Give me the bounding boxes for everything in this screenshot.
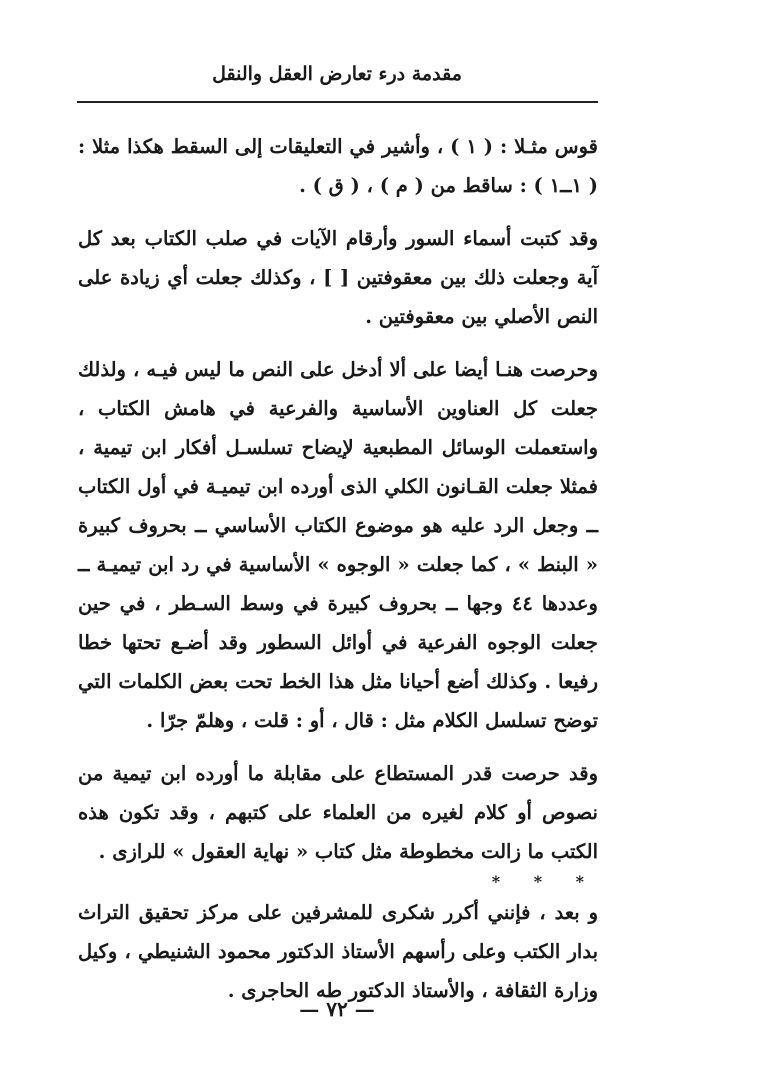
paragraph: قوس مثـلا : ( ١ ) ، وأشير في التعليقات إلى السقط هكذا مثلا : ( ١ــ١ ) : ساقط من ( م ) ، ( ق ) .	[78, 135, 598, 197]
paragraph: وقد كتبت أسماء السور وأرقام الآيات في صلب الكتاب بعد كل آية وجعلت ذلك بين معقوفتين [ ] ، وكذلك جعلت أي زيادة على النص الأصلي بين معقوفتين .	[78, 227, 598, 328]
paragraph: وحرصت هنـا أيضا على ألا أدخل على النص ما ليس فيـه ، ولذلك جعلت كل العناوين الأساسية والفرعية في هامش الكتاب ، واستعملت الوسائل المطبعية لإيضاح تسلسـل أفكار ابن تيمية ، فمثلا جعلت القـانون الكلي الذى أورده ابن تيميـة في أول الكتاب ــ وجعل الرد عليه هو موضوع الكتاب الأساسي ــ بحروف كبيرة « البنط » ، كما جعلت « الوجوه » الأساسية في رد ابن تيميـة ــ وعددها ٤٤ وجها ــ بحروف كبيرة في وسط السـطر ، في حين جعلت الوجوه الفرعية في أوائل السطور وقد أضـع تحتها خطا رفيعا . وكذلك أضع أحيانا مثل هذا الخط تحت بعض الكلمات التي توضح تسلسل الكلام مثل : قال ، أو : قلت ، وهلمّ جرّا .	[78, 358, 598, 732]
paragraph-gap	[78, 205, 598, 219]
paragraph-gap	[78, 740, 598, 754]
running-head: مقدمة درء تعارض العقل والنقل	[212, 63, 462, 85]
page-number: — ٧٢ —	[299, 997, 375, 1021]
closing-paragraph: و بعد ، فإنني أكرر شكرى للمشرفين على مركز تحقيق التراث بدار الكتب وعلى رأسهم الأستاذ الدكتور محمود الشنيطي ، وكيل وزارة الثقافة ، والأستاذ الدكتور طه الحاجرى .	[78, 901, 598, 1002]
body-text	[78, 127, 598, 1010]
section-separator: * * *	[491, 872, 598, 891]
paragraph-gap	[78, 336, 598, 350]
header-rule	[77, 101, 598, 103]
paragraph: وقد حرصت قدر المستطاع على مقابلة ما أورده ابن تيمية من نصوص أو كلام لغيره من العلماء على كتبهم ، وقد تكون هذه الكتب ما زالت مخطوطة مثل كتاب « نهاية العقول » للرازى .	[78, 762, 598, 863]
